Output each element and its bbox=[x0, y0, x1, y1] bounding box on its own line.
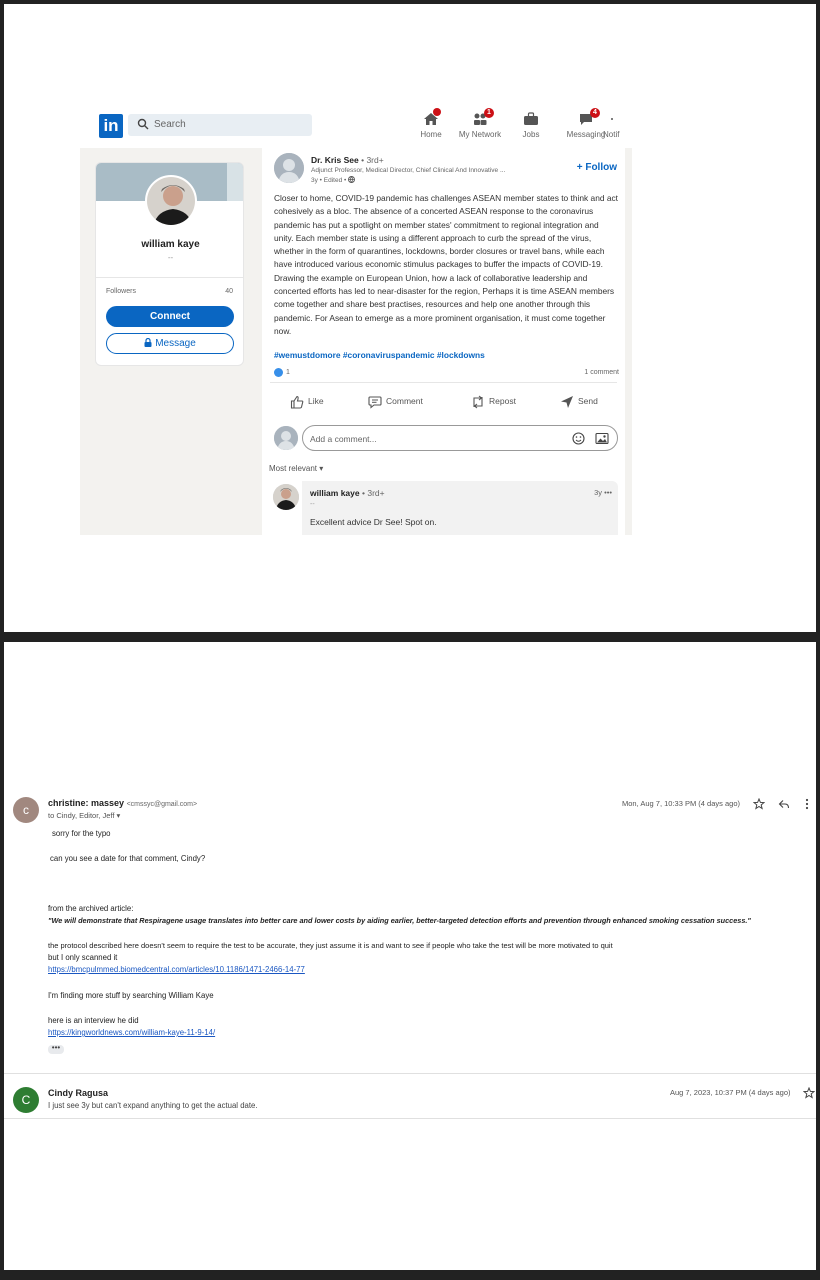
search-placeholder: Search bbox=[154, 119, 186, 130]
more-options-icon[interactable] bbox=[805, 798, 809, 810]
linkedin-nav-bar bbox=[80, 108, 632, 148]
person-icon bbox=[274, 153, 304, 183]
emoji-icon[interactable] bbox=[572, 432, 585, 445]
avatar[interactable] bbox=[145, 175, 197, 227]
reply-icon[interactable] bbox=[778, 798, 790, 810]
star-icon[interactable] bbox=[753, 798, 765, 810]
comment-text: Excellent advice Dr See! Spot on. bbox=[310, 517, 437, 527]
like-reaction-icon bbox=[274, 368, 283, 377]
send-button[interactable] bbox=[560, 393, 598, 409]
image-icon[interactable] bbox=[595, 432, 609, 445]
profile-sidebar bbox=[80, 148, 262, 535]
add-comment-input[interactable] bbox=[302, 425, 618, 451]
profile-subtitle: -- bbox=[167, 253, 174, 262]
nav-messaging-badge: 4 bbox=[590, 108, 600, 118]
comment-button[interactable] bbox=[368, 393, 423, 409]
linkedin-logo[interactable]: in bbox=[99, 114, 123, 138]
comment-bubble bbox=[302, 481, 618, 535]
followers-count: 40 bbox=[225, 288, 233, 295]
comment-time-and-menu[interactable]: 3y ••• bbox=[594, 488, 612, 497]
briefcase-icon bbox=[523, 112, 539, 126]
message-sender[interactable] bbox=[48, 798, 197, 808]
right-gutter bbox=[625, 148, 632, 535]
avatar bbox=[274, 426, 298, 450]
avatar[interactable] bbox=[274, 153, 304, 183]
nav-notifications-label: Notif bbox=[603, 130, 620, 139]
divider bbox=[270, 382, 617, 383]
profile-name[interactable]: william kaye bbox=[141, 239, 200, 250]
nav-notifications[interactable] bbox=[603, 112, 632, 139]
like-label: Like bbox=[308, 396, 324, 406]
repost-icon bbox=[471, 395, 485, 409]
send-icon bbox=[560, 395, 574, 409]
body-line: sorry for the typo bbox=[52, 829, 111, 838]
body-line: the protocol described here doesn't seem to require the test to be accurate, they just assume it is and want to see if people who take the test will be more motivated to quit bbox=[48, 941, 613, 950]
reaction-count: 1 bbox=[286, 369, 290, 376]
person-icon bbox=[274, 426, 298, 450]
sender-email: <cmssyc@gmail.com> bbox=[126, 801, 198, 808]
comment-author-name[interactable]: william kaye bbox=[310, 488, 360, 498]
post-body-text: Closer to home, COVID-19 pandemic has challenges ASEAN member states to think and act cohesively as a bloc. The absence of a concerted ASEAN response to the coronavirus pandemic has put a spotlight on member states' commitment to regional integration and unity. Each member state is using a different approach to curb the spread of the virus, whether in the form of quarantines, lockdowns, border closures or travel bans, while each have introduced various economic stimulus packages to buffer the impacts of COVID-19. Drawing the example on European Union, how a lack of collaborative leadership and concerted efforts has led to near-disaster for the region, Perhaps it is time ASEAN members come together and share best practises, resources and help one another through this pandemic. For Asean to emerge as a more prominent organisation, it must come together now. bbox=[274, 193, 619, 336]
add-comment-placeholder: Add a comment... bbox=[310, 434, 377, 444]
post-meta-text: 3y • Edited • bbox=[311, 177, 347, 184]
divider bbox=[4, 1118, 816, 1119]
comment-icon bbox=[368, 395, 382, 409]
person-photo bbox=[273, 484, 299, 510]
nav-messaging-label: Messaging bbox=[566, 130, 606, 139]
sort-comments-dropdown[interactable]: Most relevant ▾ bbox=[269, 464, 324, 473]
comment-count[interactable]: 1 comment bbox=[584, 369, 619, 376]
body-line: I'm finding more stuff by searching William Kaye bbox=[48, 991, 214, 1000]
repost-button[interactable] bbox=[471, 393, 516, 409]
lock-icon bbox=[144, 338, 152, 347]
globe-icon bbox=[348, 176, 355, 183]
comment-label: Comment bbox=[386, 396, 423, 406]
body-line: from the archived article: bbox=[48, 904, 134, 913]
quoted-text: "We will demonstrate that Respiragene usage translates into better care and lower costs by aiding earlier, better-targeted detection efforts and prevention through enhanced smoking cessation success." bbox=[48, 916, 751, 925]
message-button[interactable] bbox=[106, 333, 234, 354]
nav-jobs[interactable] bbox=[507, 112, 555, 139]
followers-label: Followers bbox=[106, 288, 136, 295]
recipients-dropdown[interactable]: to Cindy, Editor, Jeff ▾ bbox=[48, 811, 121, 820]
body-line: here is an interview he did bbox=[48, 1016, 139, 1025]
linkedin-window bbox=[80, 108, 632, 535]
comment-author-subtitle: -- bbox=[310, 501, 315, 508]
article-link[interactable]: https://bmcpulmmed.biomedcentral.com/articles/10.1186/1471-2466-14-77 bbox=[48, 965, 305, 974]
nav-my-network-label: My Network bbox=[458, 130, 502, 139]
message-date: Aug 7, 2023, 10:37 PM (4 days ago) bbox=[670, 1088, 791, 1097]
nav-home-badge bbox=[433, 108, 441, 116]
thumbs-up-icon bbox=[290, 395, 304, 409]
star-icon[interactable] bbox=[803, 1087, 815, 1099]
post-card bbox=[262, 148, 625, 535]
divider bbox=[4, 1073, 816, 1074]
send-label: Send bbox=[578, 396, 598, 406]
body-line: can you see a date for that comment, Cindy? bbox=[50, 854, 206, 863]
message-button-label: Message bbox=[155, 338, 196, 349]
connect-button[interactable]: Connect bbox=[106, 306, 234, 327]
avatar[interactable]: c bbox=[13, 797, 39, 823]
post-author-degree: • 3rd+ bbox=[361, 155, 384, 165]
repost-label: Repost bbox=[489, 396, 516, 406]
nav-home[interactable] bbox=[407, 112, 455, 139]
sender-name[interactable]: Cindy Ragusa bbox=[48, 1088, 109, 1098]
comment-author-degree: • 3rd+ bbox=[362, 488, 385, 498]
post-author-name[interactable]: Dr. Kris See bbox=[311, 155, 359, 165]
person-photo bbox=[147, 177, 197, 227]
message-snippet[interactable]: I just see 3y but can't expand anything to get the actual date. bbox=[48, 1101, 258, 1110]
nav-my-network[interactable] bbox=[456, 109, 504, 139]
comment-author[interactable] bbox=[310, 488, 385, 498]
search-icon bbox=[137, 118, 149, 130]
linkedin-screenshot-panel bbox=[4, 4, 816, 632]
follow-button[interactable]: + Follow bbox=[576, 162, 617, 173]
interview-link[interactable]: https://kingworldnews.com/william-kaye-11-9-14/ bbox=[48, 1028, 216, 1037]
gmail-screenshot-panel bbox=[4, 642, 816, 1270]
search-input[interactable] bbox=[128, 114, 312, 136]
like-button[interactable] bbox=[290, 393, 324, 409]
message-date: Mon, Aug 7, 10:33 PM (4 days ago) bbox=[622, 799, 740, 808]
post-hashtags[interactable]: #wemustdomore #coronaviruspandemic #lockdowns bbox=[274, 350, 485, 360]
avatar[interactable] bbox=[273, 484, 299, 510]
divider bbox=[96, 277, 244, 278]
profile-card bbox=[95, 162, 244, 366]
show-trimmed-content-button[interactable]: ••• bbox=[48, 1045, 64, 1054]
bell-icon bbox=[611, 112, 613, 126]
post-author[interactable] bbox=[311, 155, 384, 165]
avatar[interactable]: C bbox=[13, 1087, 39, 1113]
nav-home-label: Home bbox=[420, 130, 442, 139]
post-meta bbox=[311, 176, 355, 184]
nav-jobs-label: Jobs bbox=[522, 130, 540, 139]
sender-name: christine: massey bbox=[48, 798, 125, 808]
reactions-bar[interactable] bbox=[274, 368, 619, 380]
nav-network-badge: 1 bbox=[484, 108, 494, 118]
body-line: but I only scanned it bbox=[48, 953, 118, 962]
post-author-headline: Adjunct Professor, Medical Director, Chief Clinical And Innovative ... bbox=[311, 167, 506, 174]
